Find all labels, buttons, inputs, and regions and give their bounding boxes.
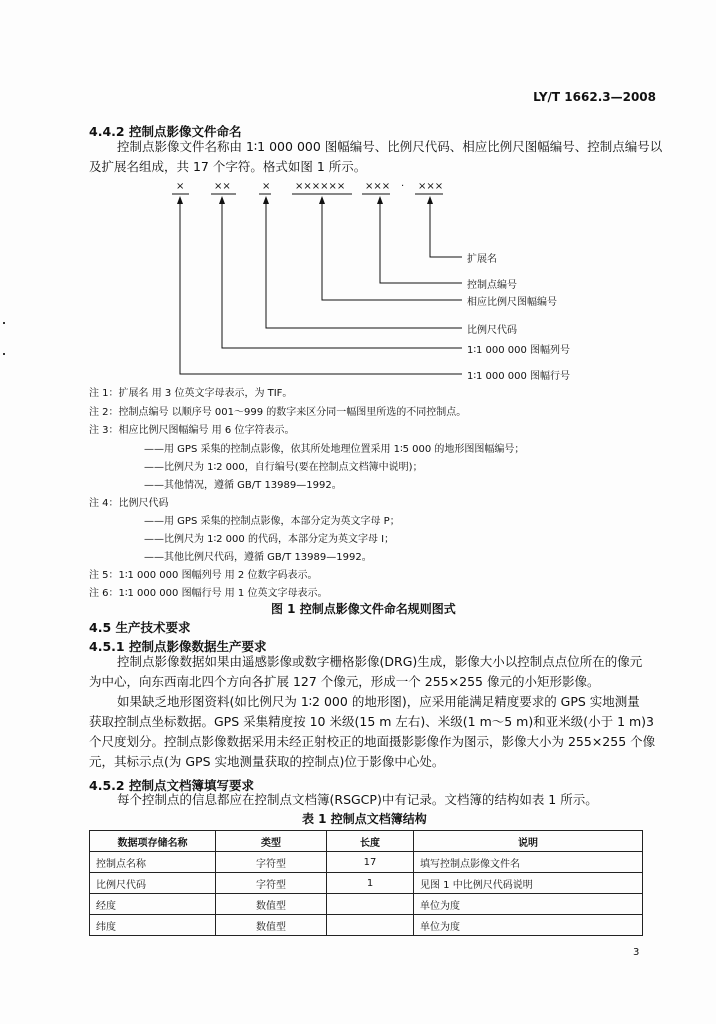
paragraph-line: 控制点影像数据如果由遥感影像或数字栅格影像(DRG)生成，影像大小以控制点点位所在的像元 [117,654,643,669]
code-dot: · [401,181,405,192]
paragraph-line: 每个控制点的信息都应在控制点文档簿(RSGCP)中有记录。文档簿的结构如表 1 所示。 [117,792,598,807]
section-heading-4-5-2: 4.5.2 控制点文档簿填写要求 [89,778,254,793]
scan-mark [3,353,5,355]
table-cell: 17 [327,852,414,873]
table-cell: 经度 [90,894,216,915]
table-row [90,915,643,936]
table-cell: 比例尺代码 [90,873,216,894]
paragraph-line: 及扩展名组成，共 17 个字符。格式如图 1 所示。 [89,159,367,174]
label-column-number: 1∶1 000 000 图幅列号 [467,345,571,356]
table-cell: 字符型 [216,852,327,873]
figure-note-item: ——用 GPS 采集的控制点影像，依其所处地理位置采用 1∶5 000 的地形图图幅编号； [144,444,525,455]
table-cell: 数值型 [216,915,327,936]
table-row [90,894,643,915]
label-row-number: 1∶1 000 000 图幅行号 [467,371,571,382]
table-cell: 数值型 [216,894,327,915]
table-cell: 填写控制点影像文件名 [414,852,643,873]
table-cell: 见图 1 中比例尺代码说明 [414,873,643,894]
code-sheet-number: ×××××× [295,181,346,192]
code-extension: ××× [418,181,444,192]
table-cell: 1 [327,873,414,894]
table-row [90,873,643,894]
paragraph-line: 如果缺乏地形图资料(如比例尺为 1∶2 000 的地形图)，应采用能满足精度要求的 GPS 实地测量 [117,694,640,709]
table-header-cell: 数据项存储名称 [90,831,216,852]
figure-note: 注 4：比例尺代码 [89,498,169,509]
table-cell [327,894,414,915]
figure-note: 注 2：控制点编号 以顺序号 001～999 的数字来区分同一幅图里所选的不同控制点。 [89,407,467,418]
code-point-number: ××× [365,181,391,192]
scan-mark [3,322,5,324]
code-row-letter: × [176,181,185,192]
table-cell: 控制点名称 [90,852,216,873]
section-heading-4-5-1: 4.5.1 控制点影像数据生产要求 [89,639,267,654]
figure-note-item: ——比例尺为 1∶2 000，自行编号(要在控制点文档簿中说明)； [144,462,423,473]
figure-note-item: ——比例尺为 1∶2 000 的代码，本部分定为英文字母 I； [144,534,395,545]
table-caption: 表 1 控制点文档簿结构 [302,812,427,826]
paragraph-line: 为中心，向东西南北四个方向各扩展 127 个像元，形成一个 255×255 像元的小矩形影像。 [89,674,600,689]
table-cell [327,915,414,936]
naming-diagram [0,0,716,400]
paragraph-line: 元，其标示点(为 GPS 实地测量获取的控制点)位于影像中心处。 [89,754,445,769]
figure-note-item: ——其他比例尺代码，遵循 GB/T 13989—1992。 [144,552,372,563]
figure-note: 注 3：相应比例尺图幅编号 用 6 位字符表示。 [89,425,295,436]
label-sheet-number: 相应比例尺图幅编号 [467,297,557,308]
figure-caption: 图 1 控制点影像文件命名规则图式 [271,602,456,616]
table-cell: 字符型 [216,873,327,894]
paragraph-line: 控制点影像文件名称由 1∶1 000 000 图幅编号、比例尺代码、相应比例尺图幅编号、控制点编号以 [117,139,663,154]
section-heading-4-4-2: 4.4.2 控制点影像文件命名 [89,124,242,139]
figure-note-item: ——其他情况，遵循 GB/T 13989—1992。 [144,480,342,491]
table-header-cell: 说明 [414,831,643,852]
figure-note: 注 5：1∶1 000 000 图幅列号 用 2 位数字码表示。 [89,570,318,581]
section-heading-4-5: 4.5 生产技术要求 [89,620,191,635]
figure-note: 注 6：1∶1 000 000 图幅行号 用 1 位英文字母表示。 [89,588,328,599]
table-row [90,852,643,873]
paragraph-line: 个尺度划分。控制点影像数据采用未经正射校正的地面摄影影像作为图示，影像大小为 255×255 个像 [89,734,656,749]
figure-note-item: ——用 GPS 采集的控制点影像，本部分定为英文字母 P； [144,516,400,527]
code-col-number: ×× [214,181,231,192]
table-cell: 纬度 [90,915,216,936]
table-header-row [90,831,643,852]
table-cell: 单位为度 [414,894,643,915]
control-point-table [89,830,643,936]
code-scale: × [262,181,271,192]
label-extension: 扩展名 [467,254,497,265]
standard-code: LY/T 1662.3—2008 [533,90,656,104]
page-number: 3 [633,947,640,958]
figure-note: 注 1：扩展名 用 3 位英文字母表示，为 TIF。 [89,388,293,399]
label-point-number: 控制点编号 [467,280,517,291]
table-header-cell: 类型 [216,831,327,852]
table-cell: 单位为度 [414,915,643,936]
table-header-cell: 长度 [327,831,414,852]
paragraph-line: 获取控制点坐标数据。GPS 采集精度按 10 米级(15 m 左右)、米级(1 m～5 m)和亚米级(小于 1 m)3 [89,714,655,729]
label-scale-code: 比例尺代码 [467,325,517,336]
